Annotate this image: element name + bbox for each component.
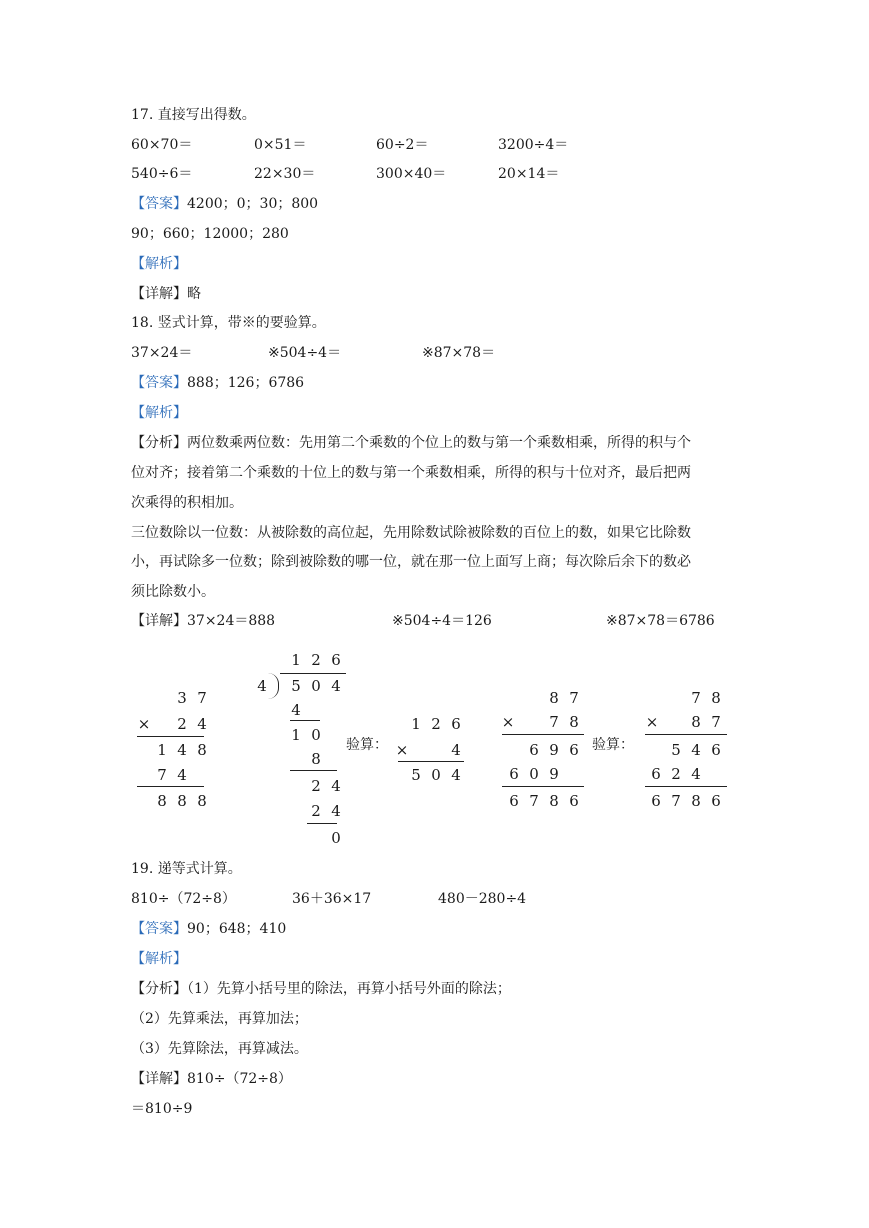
- q17-analysis-tag: 【解析】: [131, 256, 187, 272]
- rule-line: [280, 673, 346, 674]
- detail-tag: 【详解】: [131, 1071, 187, 1087]
- check-label: 验算：: [592, 737, 634, 753]
- q19-analysis-line: （3）先算除法，再算减法。: [131, 1041, 308, 1057]
- rule-line: [502, 734, 584, 735]
- q17-problem: 20×14＝: [498, 166, 560, 182]
- answer-tag: 【答案】: [131, 921, 187, 937]
- q18-problem: ※504÷4＝: [268, 345, 342, 361]
- multiplier: 8: [569, 713, 579, 731]
- rule-line: [645, 786, 727, 787]
- product: 7: [529, 792, 539, 810]
- analysis-head: 【分析】: [131, 435, 187, 451]
- multiplicand: 1: [411, 715, 421, 733]
- partial-product: 8: [197, 741, 207, 759]
- detail-text: 810÷（72÷8）: [187, 1071, 292, 1087]
- partial-product: 6: [529, 741, 539, 759]
- multiplicand: 7: [691, 689, 701, 707]
- quotient: 1: [291, 651, 301, 669]
- remainder-step: 4: [331, 777, 341, 795]
- partial-product: 4: [691, 741, 701, 759]
- dividend: 4: [331, 677, 341, 695]
- multiplier: 4: [197, 715, 207, 733]
- partial-product: 6: [569, 741, 579, 759]
- q19-analysis-tag: 【解析】: [131, 951, 187, 967]
- multiply-sign: ×: [137, 715, 151, 733]
- q18-detail-3: ※87×78＝6786: [606, 613, 715, 629]
- partial-product: 4: [177, 741, 187, 759]
- multiplicand: 2: [431, 715, 441, 733]
- multiplier: 7: [711, 713, 721, 731]
- partial-product: 1: [157, 741, 167, 759]
- q17-problem: 60÷2＝: [376, 137, 429, 153]
- multiplicand: 7: [569, 689, 579, 707]
- product: 0: [431, 766, 441, 784]
- product: 8: [549, 792, 559, 810]
- rule-line: [307, 823, 337, 824]
- multiplier: 7: [549, 713, 559, 731]
- product: 4: [451, 766, 461, 784]
- rule-line: [502, 786, 584, 787]
- product: 6: [509, 792, 519, 810]
- multiplier: 8: [691, 713, 701, 731]
- multiply-sign: ×: [645, 713, 659, 731]
- rule-line: [137, 736, 204, 737]
- q18-analysis-tag: 【解析】: [131, 405, 187, 421]
- answer-text: 888；126；6786: [187, 375, 305, 391]
- partial-product: 6: [509, 765, 519, 783]
- q19-analysis-line: [131, 979, 511, 999]
- partial-product: 9: [549, 741, 559, 759]
- multiply-sign: ×: [501, 713, 515, 731]
- analysis-text: 两位数乘两位数：先用第二个乘数的个位上的数与第一个乘数相乘，所得的积与个: [187, 435, 691, 451]
- multiplicand: 8: [549, 689, 559, 707]
- partial-product: 6: [651, 765, 661, 783]
- q17-problem: 0×51＝: [254, 137, 307, 153]
- subtrahend: 2: [311, 802, 321, 820]
- detail-tag: 【详解】: [131, 613, 187, 629]
- remainder-step: 2: [311, 777, 321, 795]
- partial-product: 9: [549, 765, 559, 783]
- q17-detail: [131, 284, 201, 304]
- q18-answer: [131, 373, 304, 393]
- subtrahend: 4: [331, 802, 341, 820]
- multiplicand: 6: [451, 715, 461, 733]
- q19-title: 19. 递等式计算。: [131, 861, 242, 877]
- q17-problem: 3200÷4＝: [498, 137, 569, 153]
- q17-title: 17. 直接写出得数。: [131, 107, 256, 123]
- q17-problem: 60×70＝: [131, 137, 193, 153]
- q18-analysis-line: [131, 433, 691, 453]
- q18-analysis-line: 位对齐；接着第二个乘数的十位上的数与第一个乘数相乘，所得的积与十位对齐，最后把两: [131, 465, 691, 481]
- q19-detail-line: ＝810÷9: [131, 1101, 193, 1117]
- product: 6: [569, 792, 579, 810]
- analysis-text: （1）先算小括号里的除法，再算小括号外面的除法；: [187, 981, 511, 997]
- detail-text: 略: [187, 286, 201, 302]
- q18-detail-2: ※504÷4＝126: [392, 613, 492, 629]
- partial-product: 5: [671, 741, 681, 759]
- q19-problem: 480－280÷4: [438, 891, 527, 907]
- remainder-step: 1: [291, 726, 301, 744]
- product: 8: [691, 792, 701, 810]
- q17-problem: 300×40＝: [376, 166, 447, 182]
- multiplier: 2: [177, 715, 187, 733]
- analysis-head: 【分析】: [131, 981, 187, 997]
- remainder: 0: [331, 829, 341, 847]
- q17-answer: [131, 194, 318, 214]
- multiplicand: 3: [177, 689, 187, 707]
- product: 8: [157, 792, 167, 810]
- quotient: 2: [311, 651, 321, 669]
- q18-analysis-line: 次乘得的积相加。: [131, 495, 243, 511]
- q18-title: 18. 竖式计算，带※的要验算。: [131, 315, 326, 331]
- partial-product: 4: [177, 766, 187, 784]
- q19-problem: 810÷（72÷8）: [131, 891, 236, 907]
- check-label: 验算：: [346, 737, 388, 753]
- multiplicand: 8: [711, 689, 721, 707]
- quotient: 6: [331, 651, 341, 669]
- partial-product: 7: [157, 766, 167, 784]
- product: 6: [651, 792, 661, 810]
- q19-detail: [131, 1069, 292, 1089]
- rule-line: [645, 734, 727, 735]
- divisor: 4: [257, 677, 267, 695]
- q17-problem: 22×30＝: [254, 166, 316, 182]
- q19-answer: [131, 919, 286, 939]
- detail-tag: 【详解】: [131, 286, 187, 302]
- q17-answer-line2: 90；660；12000；280: [131, 226, 289, 242]
- multiply-sign: ×: [395, 741, 409, 759]
- q18-analysis-line: 小，再试除多一位数；除到被除数的哪一位，就在那一位上面写上商；每次除后余下的数必: [131, 554, 691, 570]
- answer-text: 4200；0；30；800: [187, 196, 319, 212]
- rule-line: [398, 761, 464, 762]
- multiplicand: 7: [197, 689, 207, 707]
- q18-detail: [131, 611, 275, 631]
- partial-product: 0: [529, 765, 539, 783]
- product: 5: [411, 766, 421, 784]
- subtrahend: 4: [291, 701, 301, 719]
- division-bracket: [268, 673, 279, 699]
- q19-problem: 36＋36×17: [292, 891, 372, 907]
- product: 7: [671, 792, 681, 810]
- answer-tag: 【答案】: [131, 196, 187, 212]
- q17-problem: 540÷6＝: [131, 166, 193, 182]
- detail-text: 37×24＝888: [187, 613, 276, 629]
- multiplier: 4: [451, 741, 461, 759]
- partial-product: 4: [691, 765, 701, 783]
- rule-line: [290, 770, 337, 771]
- product: 8: [197, 792, 207, 810]
- q18-problem: ※87×78＝: [422, 345, 496, 361]
- dividend: 0: [311, 677, 321, 695]
- q19-analysis-line: （2）先算乘法，再算加法；: [131, 1011, 308, 1027]
- product: 6: [711, 792, 721, 810]
- q18-analysis-line: 三位数除以一位数：从被除数的高位起，先用除数试除被除数的百位上的数，如果它比除数: [131, 525, 691, 541]
- remainder-step: 0: [311, 726, 321, 744]
- q18-analysis-line: 须比除数小。: [131, 584, 215, 600]
- dividend: 5: [291, 677, 301, 695]
- partial-product: 6: [711, 741, 721, 759]
- partial-product: 2: [671, 765, 681, 783]
- q18-problem: 37×24＝: [131, 345, 193, 361]
- subtrahend: 8: [311, 750, 321, 768]
- rule-line: [290, 720, 320, 721]
- product: 8: [177, 792, 187, 810]
- answer-tag: 【答案】: [131, 375, 187, 391]
- answer-text: 90；648；410: [187, 921, 287, 937]
- rule-line: [137, 786, 204, 787]
